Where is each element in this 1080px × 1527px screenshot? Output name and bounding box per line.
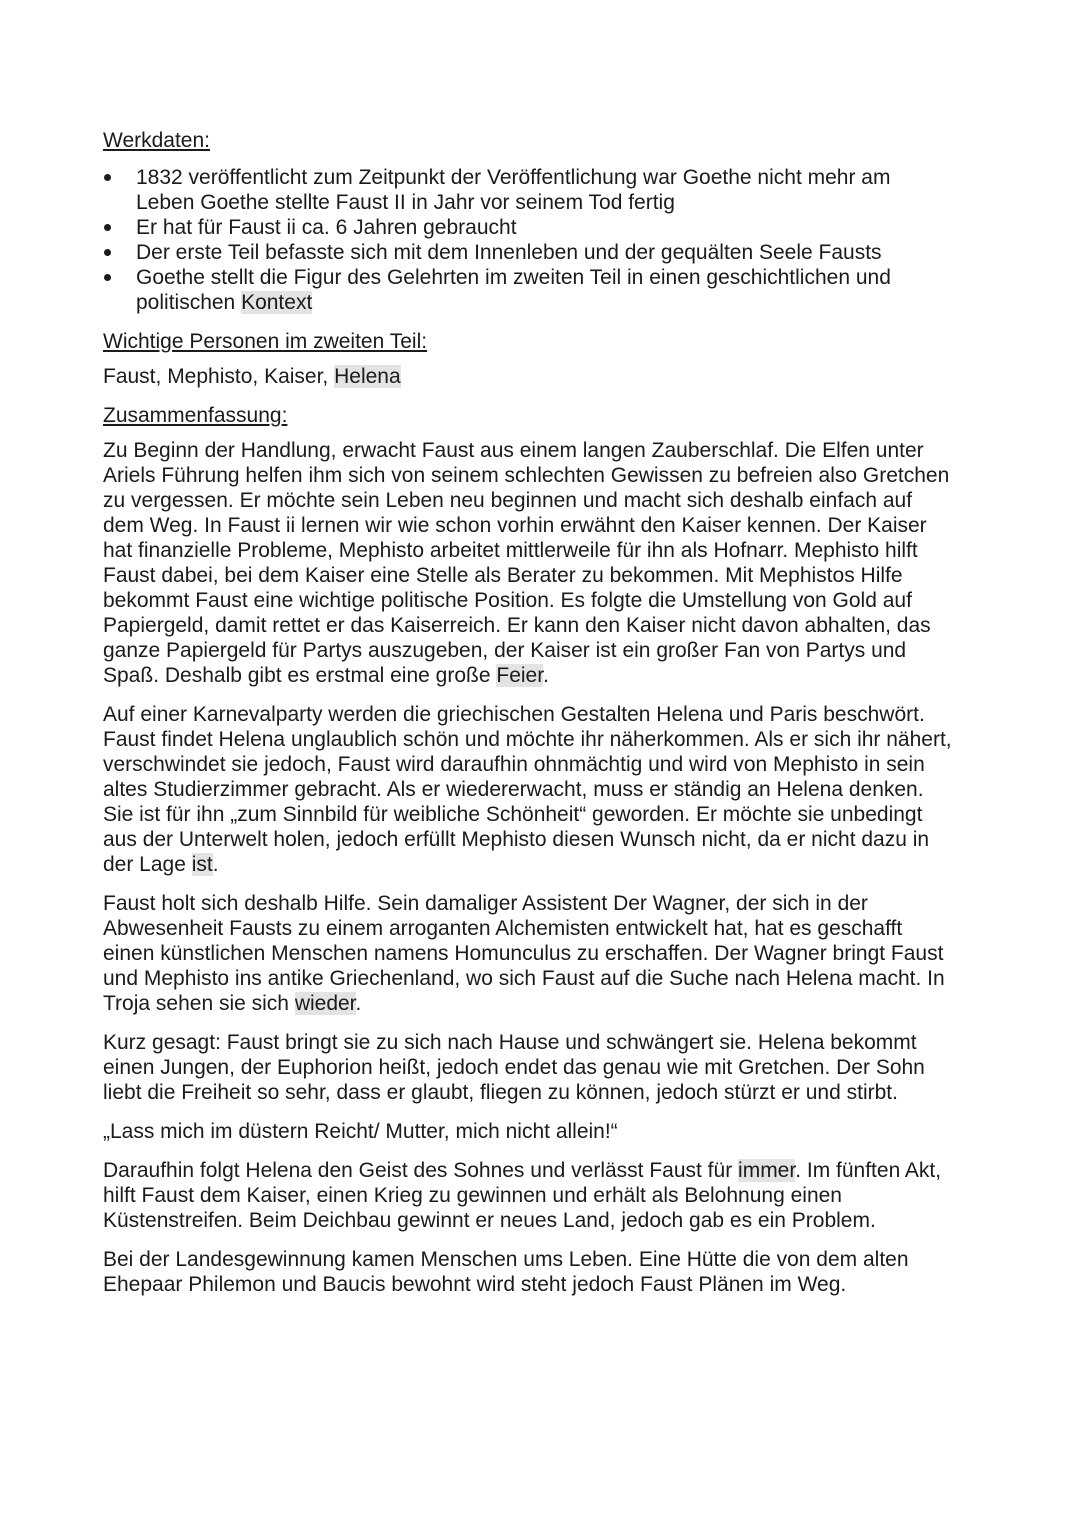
- list-item: 1832 veröffentlicht zum Zeitpunkt der Veröffentlichung war Goethe nicht mehr am Leben Goethe stellte Faust II in Jahr vor seinem Tod fertig: [103, 165, 953, 215]
- paragraph: Bei der Landesgewinnung kamen Menschen ums Leben. Eine Hütte die von dem alten Ehepaar Philemon und Baucis bewohnt wird steht jedoch Faust Plänen im Weg.: [103, 1248, 909, 1296]
- highlighted-word: Helena: [334, 365, 401, 388]
- section-heading-zusammenfassung: Zusammenfassung:: [103, 404, 288, 427]
- highlighted-word: immer: [738, 1159, 796, 1182]
- section-heading-werkdaten: Werkdaten:: [103, 129, 210, 152]
- paragraph: Daraufhin folgt Helena den Geist des Sohnes und verlässt Faust für immer. Im fünften Akt, hilft Faust dem Kaiser, einen Krieg zu gewinnen und erhält als Belohnung einen Küstenstreifen. Beim Deichbau gewinnt er neues Land, jedoch gab es ein Problem.: [103, 1159, 942, 1232]
- section-heading-personen: Wichtige Personen im zweiten Teil:: [103, 330, 428, 353]
- highlighted-word: ist: [191, 853, 213, 876]
- quote: „Lass mich im düstern Reicht/ Mutter, mich nicht allein!“: [103, 1120, 618, 1143]
- personen-list: Faust, Mephisto, Kaiser, Helena: [103, 365, 401, 388]
- paragraph: Auf einer Karnevalparty werden die griechischen Gestalten Helena und Paris beschwört. Faust findet Helena unglaublich schön und möchte ihr näherkommen. Als er sich ihr nähert, verschwindet sie jedoch, Faust wird daraufhin ohnmächtig und wird von Mephisto in sein altes Studierzimmer gebracht. Als er wiedererwacht, muss er ständig an Helena denken. Sie ist für ihn „zum Sinnbild für weibliche Schönheit“ geworden. Er möchte sie unbedingt aus der Unterwelt holen, jedoch erfüllt Mephisto diesen Wunsch nicht, da er nicht dazu in der Lage ist.: [103, 703, 952, 876]
- list-item: Goethe stellt die Figur des Gelehrten im zweiten Teil in einen geschichtlichen und politischen Kontext: [103, 265, 953, 315]
- document-page: [103, 128, 953, 1311]
- highlighted-word: wieder: [294, 992, 356, 1015]
- highlighted-word: Feier: [496, 664, 544, 687]
- paragraph: Zu Beginn der Handlung, erwacht Faust aus einem langen Zauberschlaf. Die Elfen unter Ariels Führung helfen ihm sich von seinem schlechten Gewissen zu befreien also Gretchen zu vergessen. Er möchte sein Leben neu beginnen und macht sich deshalb einfach auf dem Weg. In Faust ii lernen wir wie schon vorhin erwähnt den Kaiser kennen. Der Kaiser hat finanzielle Probleme, Mephisto arbeitet mittlerweile für ihn als Hofnarr. Mephisto hilft Faust dabei, bei dem Kaiser eine Stelle als Berater zu bekommen. Mit Mephistos Hilfe bekommt Faust eine wichtige politische Position. Es folgte die Umstellung von Gold auf Papiergeld, damit rettet er das Kaiserreich. Er kann den Kaiser nicht davon abhalten, das ganze Papiergeld für Partys auszugeben, der Kaiser ist ein großer Fan von Partys und Spaß. Deshalb gibt es erstmal eine große Feier.: [103, 439, 950, 687]
- list-item: Der erste Teil befasste sich mit dem Innenleben und der gequälten Seele Fausts: [103, 240, 953, 265]
- paragraph: Faust holt sich deshalb Hilfe. Sein damaliger Assistent Der Wagner, der sich in der Abwesenheit Fausts zu einem arroganten Alchemisten entwickelt hat, hat es geschafft einen künstlichen Menschen namens Homunculus zu erschaffen. Der Wagner bringt Faust und Mephisto ins antike Griechenland, wo sich Faust auf die Suche nach Helena macht. In Troja sehen sie sich wieder.: [103, 892, 945, 1015]
- list-item: Er hat für Faust ii ca. 6 Jahren gebraucht: [103, 215, 953, 240]
- werkdaten-list: [103, 165, 953, 315]
- highlighted-word: Kontext: [241, 291, 313, 314]
- paragraph: Kurz gesagt: Faust bringt sie zu sich nach Hause und schwängert sie. Helena bekommt einen Jungen, der Euphorion heißt, jedoch endet das genau wie mit Gretchen. Der Sohn liebt die Freiheit so sehr, dass er glaubt, fliegen zu können, jedoch stürzt er und stirbt.: [103, 1031, 925, 1104]
